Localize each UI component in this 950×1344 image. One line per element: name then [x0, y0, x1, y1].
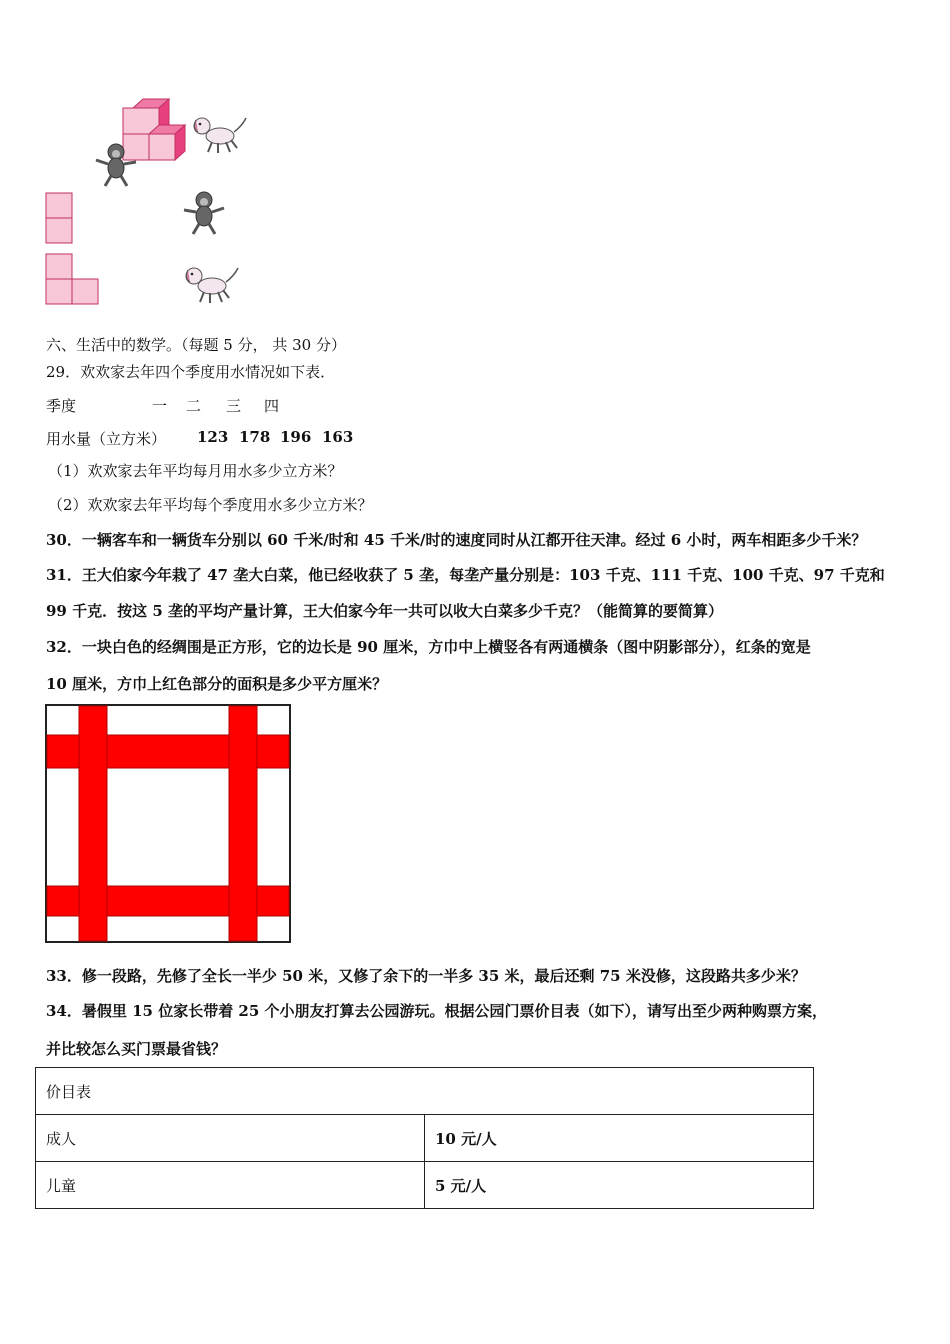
ticket-type-child: 儿童 [36, 1162, 425, 1209]
vertical-stripe-left [79, 706, 107, 941]
season-3: 三 [226, 397, 242, 415]
usage-1: 123 [197, 428, 229, 446]
monkey-icon-2 [182, 190, 228, 236]
q29-sub1: （1）欢欢家去年平均每月用水多少立方米？ [48, 462, 343, 480]
monkey-icon [92, 142, 138, 188]
ticket-price-adult: 10 元/人 [425, 1115, 814, 1162]
side-view-shape [45, 253, 101, 307]
dog-icon-2 [182, 262, 240, 306]
q34-line1: 34．暑假里 15 位家长带着 25 个小朋友打算去公园游玩。根据公园门票价目表（如下），请写出至少两种购票方案， [46, 1002, 828, 1020]
usage-row [46, 428, 446, 448]
price-table-title: 价目表 [36, 1068, 814, 1115]
ticket-price-child: 5 元/人 [425, 1162, 814, 1209]
section-title: 六、生活中的数学。（每题 5 分， 共 30 分） [46, 336, 346, 354]
q30: 30．一辆客车和一辆货车分别以 60 千米/时和 45 千米/时的速度同时从江都开往天津。经过 6 小时，两车相距多少千米？ [46, 531, 867, 549]
dog-icon [190, 112, 248, 156]
season-2: 二 [186, 397, 202, 415]
table-row [36, 1162, 814, 1209]
q32-line2: 10 厘米，方巾上红色部分的面积是多少平方厘米？ [46, 675, 388, 693]
season-label: 季度 [46, 397, 77, 415]
q33: 33．修一段路，先修了全长一半少 50 米，又修了余下的一半多 35 米，最后还剩 75 米没修，这段路共多少米？ [46, 967, 806, 985]
q34-line2: 并比较怎么买门票最省钱？ [46, 1040, 227, 1058]
table-row [36, 1115, 814, 1162]
ticket-type-adult: 成人 [36, 1115, 425, 1162]
season-4: 四 [264, 397, 280, 415]
handkerchief-diagram [45, 704, 293, 945]
q29-sub2: （2）欢欢家去年平均每个季度用水多少立方米？ [48, 496, 373, 514]
q31-line2: 99 千克．按这 5 垄的平均产量计算，王大伯家今年一共可以收大白菜多少千克？（能简算的要简算） [46, 602, 723, 620]
usage-label: 用水量（立方米） [46, 430, 167, 448]
usage-2: 178 [239, 428, 271, 446]
q32-line1: 32．一块白色的经绸围是正方形，它的边长是 90 厘米，方巾中上横竖各有两通横条（图中阴影部分），红条的宽是 [46, 638, 811, 656]
usage-3: 196 [280, 428, 312, 446]
usage-4: 163 [322, 428, 354, 446]
q29-stem: 29．欢欢家去年四个季度用水情况如下表． [46, 363, 336, 381]
price-table [35, 1067, 814, 1209]
season-row [46, 395, 446, 415]
vertical-stripe-right [229, 706, 257, 941]
price-table-title-row [36, 1068, 814, 1115]
q31-line1: 31．王大伯家今年栽了 47 垄大白菜，他已经收获了 5 垄，每垄产量分别是：103 千克、111 千克、100 千克、97 千克和 [46, 566, 885, 584]
front-view-shape [45, 192, 75, 246]
season-1: 一 [152, 397, 168, 415]
